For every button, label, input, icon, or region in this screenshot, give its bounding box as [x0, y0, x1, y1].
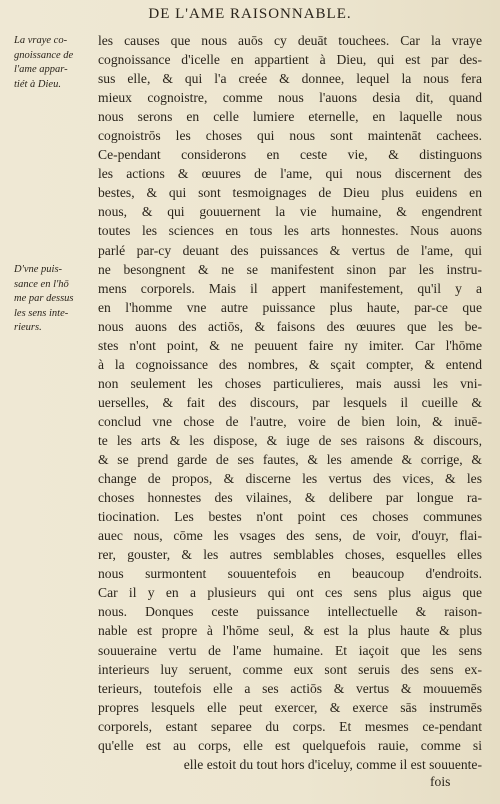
- body-line: toutes les sciences en tous les arts honnestes. Nous auons: [98, 223, 482, 239]
- margin-note-line: tiét à Dieu.: [14, 78, 61, 90]
- margin-note-line: me par dessus: [14, 293, 74, 305]
- body-line: te les arts & les dispose, & iuge de ses raisons & discours,: [98, 432, 482, 448]
- body-line: nous surmontent souuentefois en beaucoup d'endroits.: [98, 566, 482, 582]
- body-line: stes n'ont point, & ne peuuent faire ny imiter. Car l'hōme: [98, 337, 482, 353]
- margin-note-line: l'ame appar-: [14, 64, 68, 76]
- margin-note-line: rieurs.: [14, 322, 42, 334]
- body-line: qu'elle est au corps, elle est quelquefois rauie, comme si: [98, 737, 482, 753]
- body-line: parlé par-cy deuant des puissances & vertus de l'ame, qui: [98, 242, 482, 258]
- body-line: interieurs luy seruent, comme eux sont seruis des sens ex-: [98, 661, 482, 677]
- body-line: choses honnestes des vilaines, & delibere par longue ra-: [98, 490, 482, 506]
- body-line: rer, gouster, & les autres semblables choses, esquelles elles: [98, 547, 482, 563]
- body-line: ne besongnent & ne se manifestent sinon par les instru-: [98, 261, 482, 277]
- body-line: nous, & qui gouuernent la vie humaine, & engendrent: [98, 204, 482, 220]
- margin-note-line: La vraye co-: [14, 35, 68, 46]
- body-line: tiocination. Les bestes n'ont point ces choses communes: [98, 509, 482, 525]
- body-line: nous. Donques ceste puissance intellectuelle & raison-: [98, 604, 482, 620]
- body-line: propres lesquels elle peut exercer, & exerce sās instrumēs: [98, 699, 482, 715]
- margin-note-line: D'vne puis-: [14, 264, 63, 275]
- body-line: les actions & œuures de l'ame, qui nous discernent des: [98, 166, 482, 182]
- body-line: bestes, & qui sont tesmoignages de Dieu plus euidens en: [98, 185, 482, 201]
- body-line: corporels, estant separee du corps. Et mesmes ce-pendant: [98, 718, 482, 734]
- body-line: mens corporels. Mais il appert manifestement, qu'il y a: [98, 280, 482, 296]
- body-line: conclud vne chose de l'autre, voire de bien loin, & inuē-: [98, 413, 482, 429]
- body-line: non seulement les choses particulieres, mais aussi les vni-: [98, 375, 482, 391]
- body-line: elle estoit du tout hors d'iceluy, comme il est souuente-: [183, 756, 482, 772]
- body-line: les causes que nous auōs cy deuāt touchees. Car la vraye: [98, 33, 482, 48]
- body-line: cognoistrōs les choses qui nous sont maintenāt cachees.: [98, 128, 482, 144]
- body-line: Ce-pendant considerons en ceste vie, & distinguons: [98, 147, 482, 163]
- body-line: & se prend garde de ses fautes, & les amende & corrige, &: [98, 452, 482, 468]
- body-line: nable est propre à l'hōme seul, & est la plus haute & plus: [98, 623, 482, 639]
- body-line: terieurs, toutefois elle a ses actiōs & vertus & mouuemēs: [98, 680, 482, 696]
- margin-note-line: les sens inte-: [14, 307, 69, 319]
- body-line: uerselles, & fait des discours, par lesquels il cueille &: [98, 394, 482, 410]
- margin-note-line: gnoissance de: [14, 49, 74, 61]
- body-line: Car il y en a plusieurs qui ont ces sens plus aigus que: [98, 585, 482, 601]
- body-line: auec nous, cōme les vsages des sens, de voir, d'ouyr, flai-: [98, 528, 482, 544]
- body-line: à la cognoissance des nombres, & sçait compter, & entend: [98, 356, 482, 372]
- catchword: fois: [430, 774, 451, 789]
- body-line: nous serons en celle lumiere eternelle, en laquelle nous: [98, 109, 482, 125]
- body-line: souueraine vertu de l'ame humaine. Et iaçoit que les sens: [98, 642, 482, 658]
- body-text: [98, 31, 482, 774]
- body-line: mieux cognoistre, comme nous l'auons desia dit, quand: [98, 90, 482, 106]
- margin-note-line: sance en l'hō: [14, 278, 69, 290]
- margin-note-1: [14, 34, 96, 92]
- body-line: cognoissance d'icelle en appartient à Dieu, qui est par des-: [98, 52, 482, 68]
- body-line: nous auons des actiōs, & faisons des œuures que les be-: [98, 318, 482, 334]
- running-header: DE L'AME RAISONNABLE.: [148, 6, 352, 22]
- body-line: en l'homme vne autre puissance plus haute, par-ce que: [98, 299, 482, 315]
- body-line: sus elle, & qui l'a creée & donnee, lequel la nous fera: [98, 71, 482, 87]
- margin-note-2: [14, 263, 96, 336]
- body-line: change de propos, & discerne les vertus des vices, & les: [98, 471, 482, 487]
